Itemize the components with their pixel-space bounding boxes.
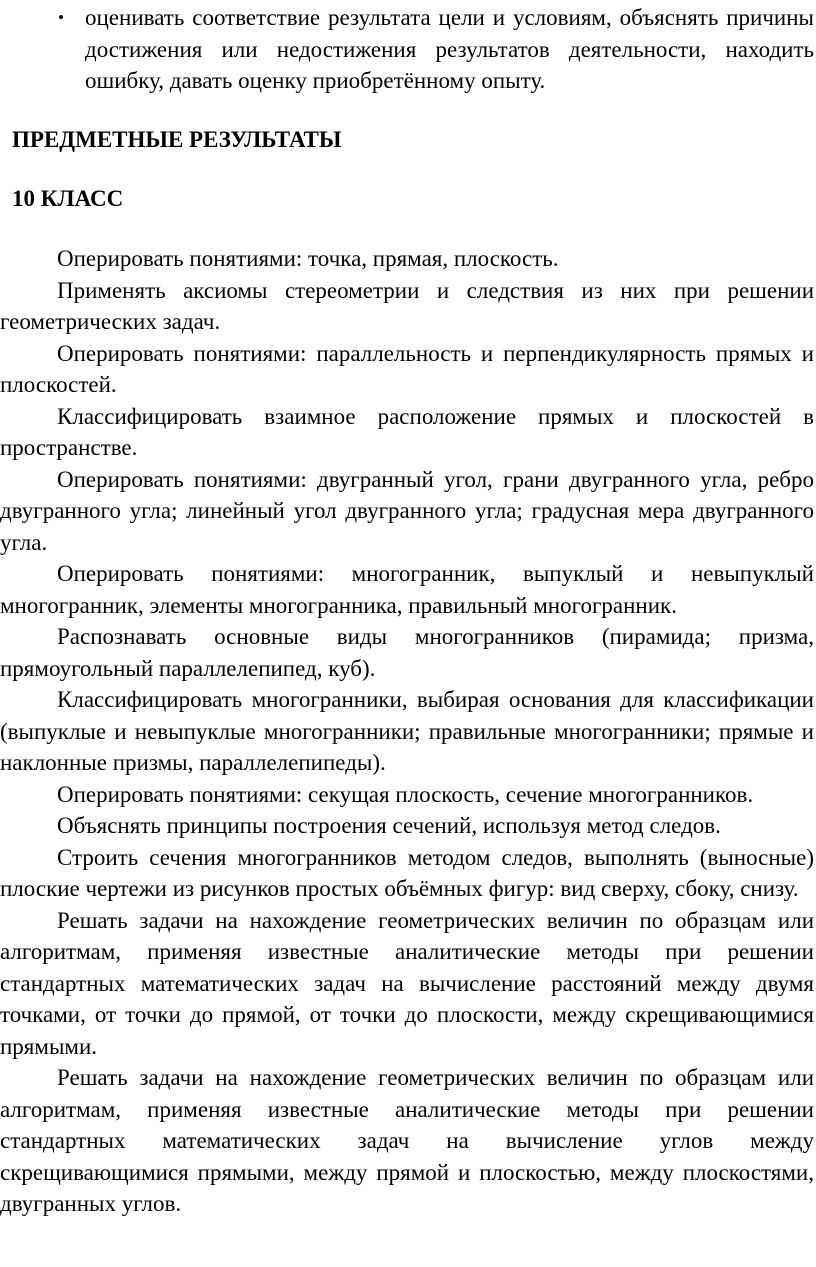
paragraph: Оперировать понятиями: двугранный угол, грани двугранного угла, ребро двугранного угла; линейный угол двугранного угла; градусная мера двугранного угла. xyxy=(0,466,814,555)
paragraph: Объяснять принципы построения сечений, используя метод следов. xyxy=(57,813,721,838)
paragraph: Строить сечения многогранников методом следов, выполнять (выносные) плоские чертежи из рисунков простых объёмных фигур: вид сверху, сбоку, снизу. xyxy=(0,844,814,901)
paragraph: Распознавать основные виды многогранников (пирамида; призма, прямоугольный параллелепипед, куб). xyxy=(0,624,814,681)
paragraph: Оперировать понятиями: точка, прямая, плоскость. xyxy=(57,246,559,271)
paragraph: Оперировать понятиями: многогранник, выпуклый и невыпуклый многогранник, элементы многогранника, правильный многогранник. xyxy=(0,561,814,618)
paragraph: Оперировать понятиями: секущая плоскость, сечение многогранников. xyxy=(57,781,754,807)
paragraph: Оперировать понятиями: параллельность и перпендикулярность прямых и плоскостей. xyxy=(0,340,814,397)
paragraph: Решать задачи на нахождение геометрических величин по образцам или алгоритмам, применяя известные аналитические методы при решении стандартных математических задач на вычисление расстояний между двумя точками, от точки до прямой, от точки до плоскости, между скрещивающимися прямыми. xyxy=(0,907,814,1059)
bullet-list-item xyxy=(58,2,814,97)
section-heading-subject-results: ПРЕДМЕТНЫЕ РЕЗУЛЬТАТЫ xyxy=(12,127,342,152)
paragraph: Классифицировать взаимное расположение прямых и плоскостей в пространстве. xyxy=(0,403,814,460)
paragraph: Применять аксиомы стереометрии и следствия из них при решении геометрических задач. xyxy=(0,277,814,334)
paragraph-list xyxy=(0,243,814,1220)
bullet-dot-icon: • xyxy=(58,8,64,27)
paragraph: Классифицировать многогранники, выбирая основания для классификации (выпуклые и невыпуклые многогранники; правильные многогранники; прямые и наклонные призмы, параллелепипеды). xyxy=(0,687,814,775)
grade-heading: 10 КЛАСС xyxy=(12,186,124,211)
paragraph: Решать задачи на нахождение геометрических величин по образцам или алгоритмам, применяя известные аналитические методы при решении стандартных математических задач на вычисление углов между скрещивающимися прямыми, между прямой и плоскостью, между плоскостями, двугранных углов. xyxy=(0,1065,814,1216)
bullet-item-text: оценивать соответствие результата цели и условиям, объяснять причины достижения или недостижения результатов деятельности, находить ошибку, давать оценку приобретённому опыту. xyxy=(85,5,814,93)
